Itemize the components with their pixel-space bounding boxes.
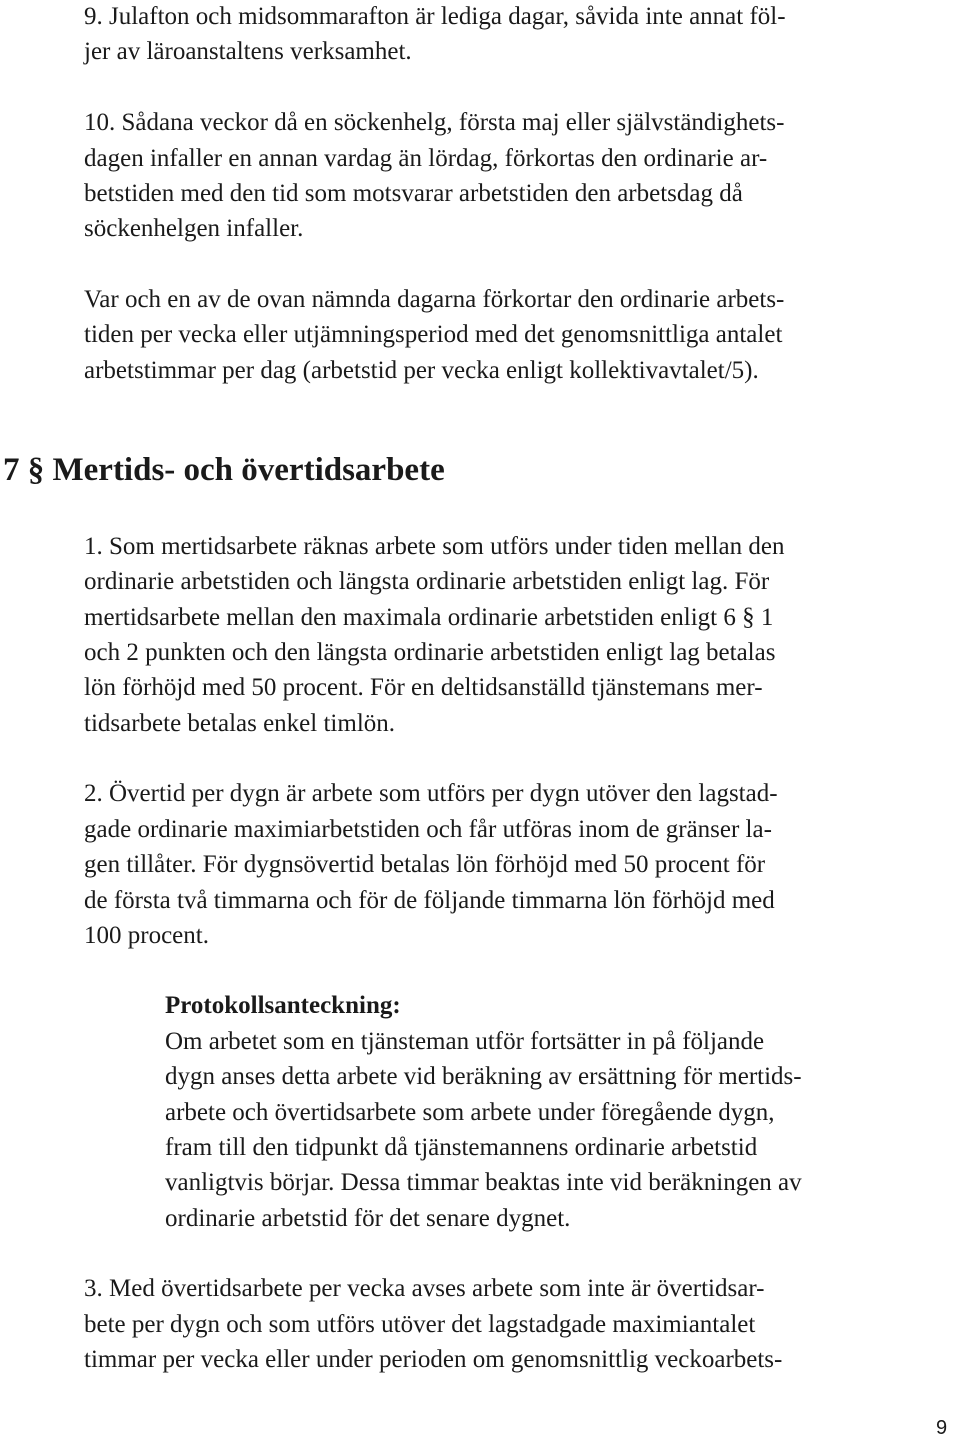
section-heading: 7 § Mertids- och övertidsarbete <box>3 452 445 488</box>
text-line: betstiden med den tid som motsvarar arbetstiden den arbetsdag då <box>84 180 743 207</box>
text-line: och 2 punkten och den längsta ordinarie arbetstiden enligt lag betalas <box>84 639 776 666</box>
text-line: 1. Som mertidsarbete räknas arbete som utförs under tiden mellan den <box>84 533 785 560</box>
text-line: jer av läroanstaltens verksamhet. <box>84 38 412 65</box>
text-line: dagen infaller en annan vardag än lördag, förkortas den ordinarie ar- <box>84 145 768 172</box>
text-line: timmar per vecka eller under perioden om genomsnittlig veckoarbets- <box>84 1346 783 1373</box>
text-line: lön förhöjd med 50 procent. För en deltidsanställd tjänstemans mer- <box>84 674 763 701</box>
text-line: tiden per vecka eller utjämningsperiod med det genomsnittliga antalet <box>84 321 783 348</box>
text-line: gen tillåter. För dygnsövertid betalas lön förhöjd med 50 procent för <box>84 851 766 878</box>
text-line: 100 procent. <box>84 922 209 949</box>
page-number: 9 <box>936 1417 948 1439</box>
protocol-heading: Protokollsanteckning: <box>165 992 401 1019</box>
text-line: 2. Övertid per dygn är arbete som utförs per dygn utöver den lagstad- <box>84 780 778 807</box>
text-line: arbete och övertidsarbete som arbete under föregående dygn, <box>165 1099 775 1126</box>
text-line: ordinarie arbetstiden och längsta ordinarie arbetstiden enligt lag. För <box>84 568 770 595</box>
text-line: 3. Med övertidsarbete per vecka avses arbete som inte är övertidsar- <box>84 1275 765 1302</box>
text-line: söckenhelgen infaller. <box>84 215 304 242</box>
text-line: bete per dygn och som utförs utöver det lagstadgade maximiantalet <box>84 1311 756 1338</box>
text-line: gade ordinarie maximiarbetstiden och får utföras inom de gränser la- <box>84 816 772 843</box>
text-line: 9. Julafton och midsommarafton är lediga dagar, såvida inte annat föl- <box>84 3 786 30</box>
text-line: mertidsarbete mellan den maximala ordinarie arbetstiden enligt 6 § 1 <box>84 604 774 631</box>
text-line: de första två timmarna och för de följande timmarna lön förhöjd med <box>84 887 775 914</box>
text-line: fram till den tidpunkt då tjänstemannens ordinarie arbetstid <box>165 1134 758 1161</box>
text-line: ordinarie arbetstid för det senare dygnet. <box>165 1205 571 1232</box>
text-line: Var och en av de ovan nämnda dagarna förkortar den ordinarie arbets- <box>84 286 785 313</box>
text-line: tidsarbete betalas enkel timlön. <box>84 710 396 737</box>
text-line: dygn anses detta arbete vid beräkning av ersättning för mertids- <box>165 1063 802 1090</box>
text-line: 10. Sådana veckor då en söckenhelg, första maj eller självständighets- <box>84 109 785 136</box>
text-line: vanligtvis börjar. Dessa timmar beaktas inte vid beräkningen av <box>165 1169 802 1196</box>
text-line: arbetstimmar per dag (arbetstid per vecka enligt kollektivavtalet/5). <box>84 357 759 384</box>
text-line: Om arbetet som en tjänsteman utför fortsätter in på följande <box>165 1028 765 1055</box>
